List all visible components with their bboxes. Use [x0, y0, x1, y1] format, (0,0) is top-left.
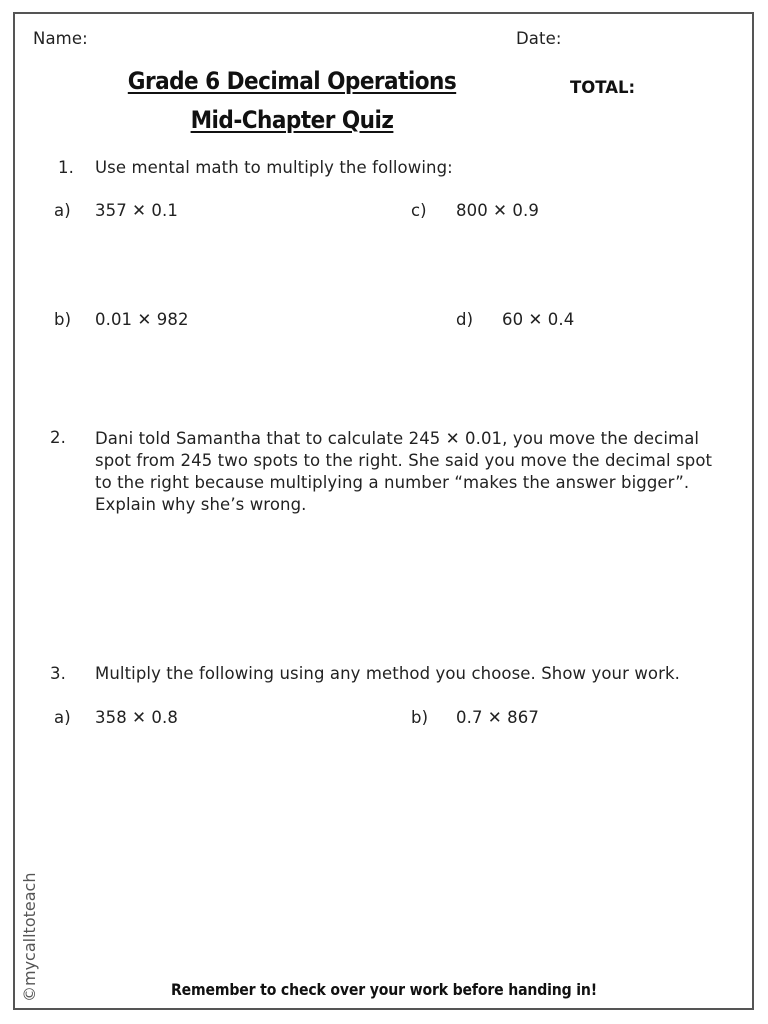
q3-item-a-expression: 358 ✕ 0.8 — [95, 708, 178, 727]
question-2-text: Dani told Samantha that to calculate 245 ✕ 0.01, you move the decimal spot from 245 two spots to the right. She said you move the decimal spot to the right because multiplying a number “makes the answer bigger”. Explain why she’s wrong. — [95, 429, 713, 514]
question-1-number: 1. — [58, 158, 74, 177]
copyright-watermark: ©mycalltoteach — [20, 872, 39, 1002]
question-3-number: 3. — [50, 664, 66, 683]
q1-item-a-label: a) — [54, 201, 71, 220]
question-2-number: 2. — [50, 428, 66, 447]
total-label: TOTAL: — [570, 78, 636, 97]
q3-item-a-label: a) — [54, 708, 71, 727]
title-line-2: Mid-Chapter Quiz — [190, 106, 394, 134]
q1-item-b-expression: 0.01 ✕ 982 — [95, 310, 189, 329]
q1-item-c-label: c) — [411, 201, 427, 220]
q1-item-d-expression: 60 ✕ 0.4 — [502, 310, 575, 329]
footer-reminder: Remember to check over your work before handing in! — [170, 980, 598, 999]
q1-item-a-expression: 357 ✕ 0.1 — [95, 201, 178, 220]
question-3-prompt: Multiply the following using any method you choose. Show your work. — [95, 664, 681, 683]
q1-item-d-label: d) — [456, 310, 474, 329]
q3-item-b-label: b) — [411, 708, 429, 727]
title-line-1: Grade 6 Decimal Operations — [127, 67, 457, 95]
date-label: Date: — [516, 29, 562, 48]
name-label: Name: — [33, 29, 88, 48]
q1-item-c-expression: 800 ✕ 0.9 — [456, 201, 539, 220]
question-1-prompt: Use mental math to multiply the following: — [95, 158, 453, 177]
q1-item-b-label: b) — [54, 310, 72, 329]
q3-item-b-expression: 0.7 ✕ 867 — [456, 708, 539, 727]
